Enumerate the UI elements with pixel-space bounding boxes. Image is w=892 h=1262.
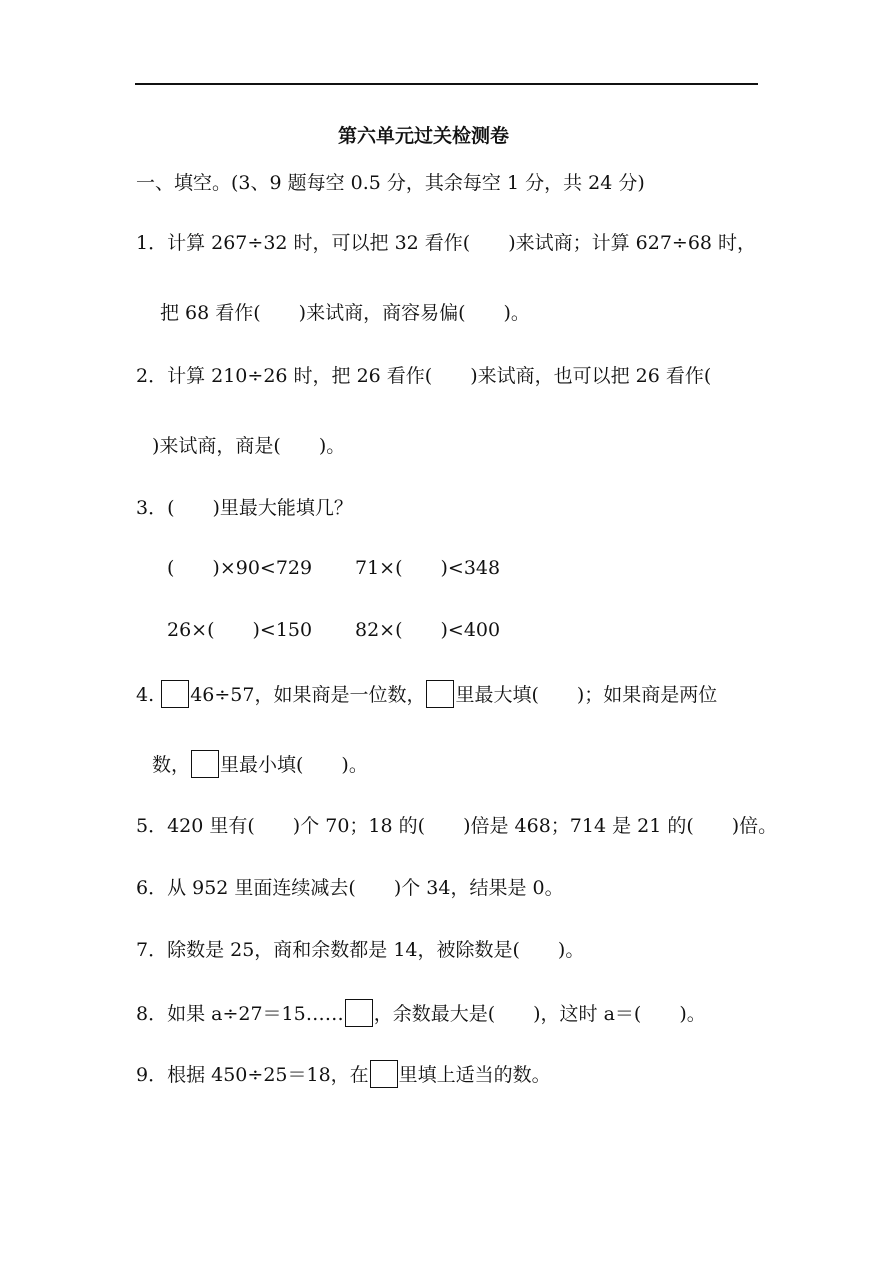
q3-stem: 3．( )里最大能填几？	[136, 497, 353, 519]
q1-line1: 1．计算 267÷32 时，可以把 32 看作( )来试商；计算 627÷68 时，	[136, 232, 757, 254]
q4-number: 4.	[136, 684, 155, 706]
q2-line1: 2．计算 210÷26 时，把 26 看作( )来试商，也可以把 26 看作(	[136, 365, 712, 387]
blank-box[interactable]	[370, 1060, 398, 1088]
q5-line: 5．420 里有( )个 70；18 的( )倍是 468；714 是 21 的( )倍。	[136, 815, 778, 837]
q2-line2: )来试商，商是( )。	[152, 435, 346, 457]
q8-line	[136, 999, 706, 1027]
q9-text-a: 9．根据 450÷25＝18，在	[136, 1064, 369, 1086]
blank-box[interactable]	[345, 999, 373, 1027]
q4-text-b: 里最大填( )；如果商是两位	[455, 684, 718, 706]
header-rule	[135, 83, 758, 85]
q4-line1	[136, 680, 717, 708]
q4-text-d: 里最小填( )。	[220, 754, 368, 776]
q4-line2	[152, 750, 368, 778]
section-heading: 一、填空。(3、9 题每空 0.5 分，其余每空 1 分，共 24 分)	[136, 172, 645, 194]
q3-item-d: 82×( )<400	[355, 619, 501, 641]
q4-text-a: 46÷57，如果商是一位数，	[190, 684, 426, 706]
q3-item-a: ( )×90<729	[167, 557, 313, 579]
q1-line2: 把 68 看作( )来试商，商容易偏( )。	[160, 302, 530, 324]
q4-text-c: 数，	[152, 754, 191, 776]
blank-box[interactable]	[426, 680, 454, 708]
q9-line	[136, 1060, 551, 1088]
blank-box[interactable]	[161, 680, 189, 708]
q3-item-c: 26×( )<150	[167, 619, 313, 641]
q8-text-b: ，余数最大是( )，这时 a＝( )。	[373, 1003, 706, 1025]
q7-line: 7．除数是 25，商和余数都是 14，被除数是( )。	[136, 939, 585, 961]
q6-line: 6．从 952 里面连续减去( )个 34，结果是 0。	[136, 877, 564, 899]
q3-item-b: 71×( )<348	[355, 557, 501, 579]
q8-text-a: 8．如果 a÷27＝15……	[136, 1003, 344, 1025]
q9-text-b: 里填上适当的数。	[398, 1064, 551, 1086]
blank-box[interactable]	[191, 750, 219, 778]
page-title: 第六单元过关检测卷	[338, 125, 510, 147]
